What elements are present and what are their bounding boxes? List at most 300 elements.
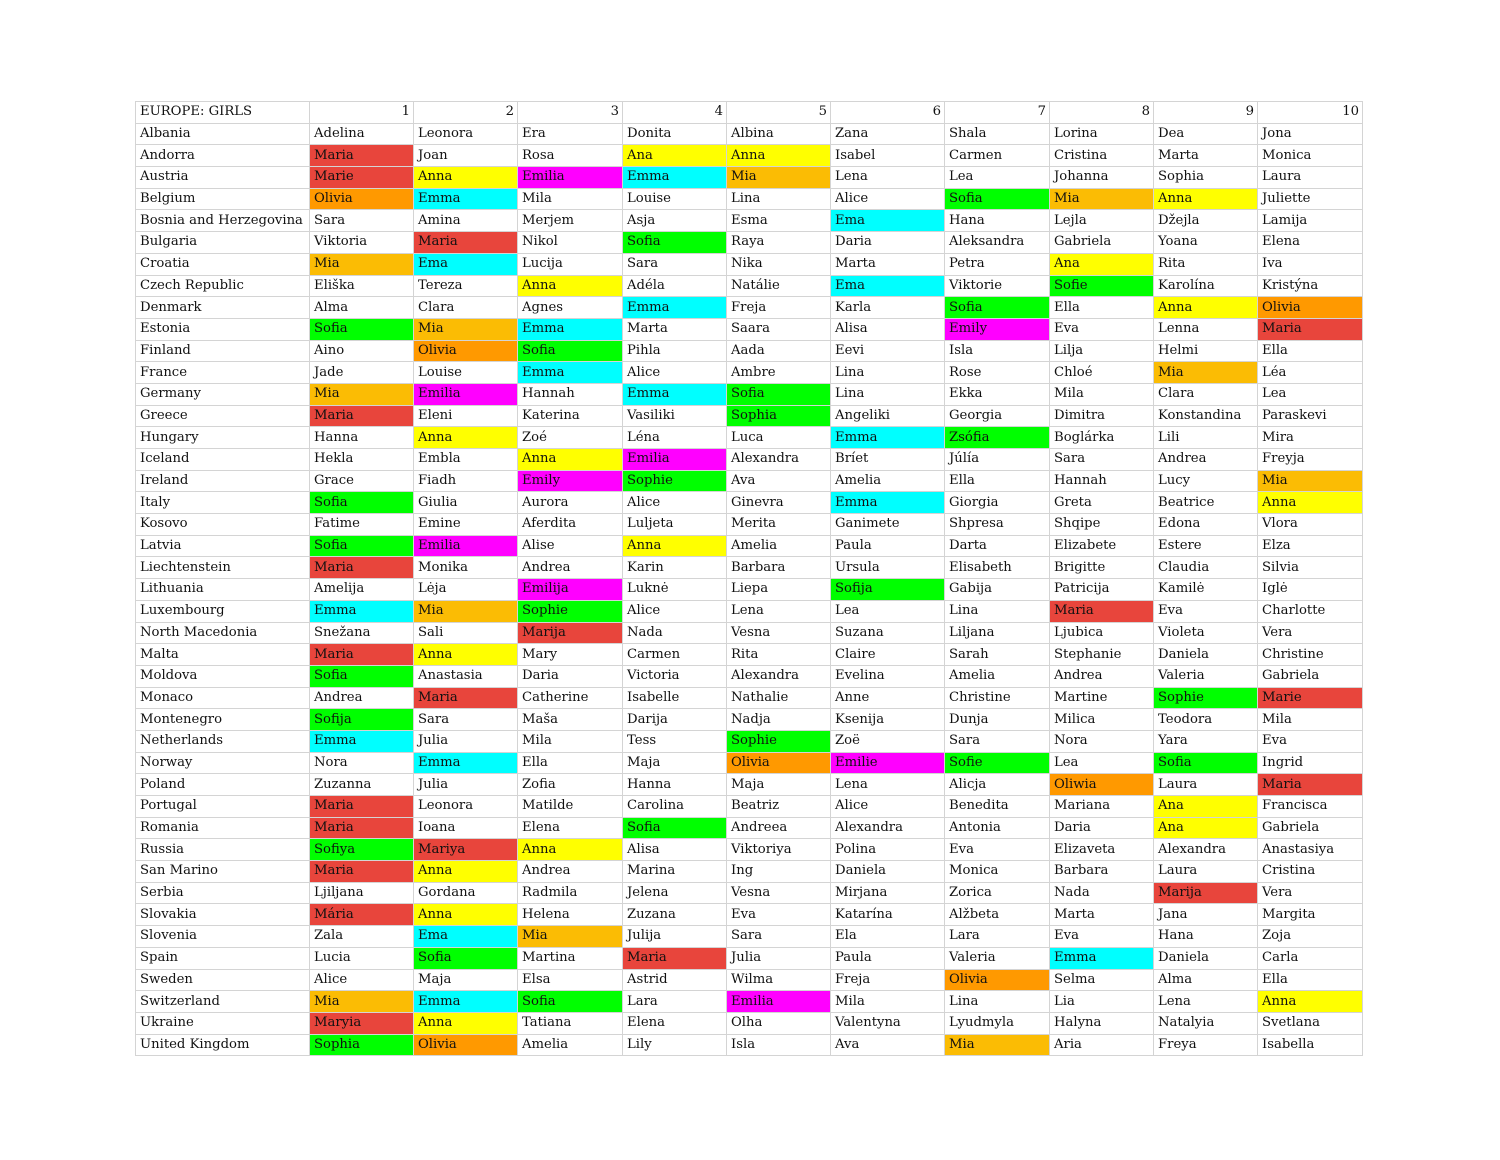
name-cell[interactable]: Monika bbox=[414, 557, 518, 579]
country-cell[interactable]: Montenegro bbox=[136, 709, 310, 731]
name-cell[interactable]: Maja bbox=[414, 969, 518, 991]
name-cell[interactable]: Dunja bbox=[945, 709, 1050, 731]
name-cell[interactable]: Barbara bbox=[727, 557, 831, 579]
name-cell[interactable]: Amelija bbox=[310, 579, 414, 601]
name-cell[interactable]: Dimitra bbox=[1050, 405, 1154, 427]
name-cell[interactable]: Zuzana bbox=[623, 904, 727, 926]
name-cell[interactable]: Mary bbox=[518, 644, 623, 666]
name-cell[interactable]: Anna bbox=[1258, 492, 1363, 514]
name-cell[interactable]: Helena bbox=[518, 904, 623, 926]
name-cell[interactable]: Lea bbox=[945, 167, 1050, 189]
name-cell[interactable]: Emma bbox=[414, 991, 518, 1013]
name-cell[interactable]: Jelena bbox=[623, 882, 727, 904]
name-cell[interactable]: Lejla bbox=[1050, 210, 1154, 232]
name-cell[interactable]: Darta bbox=[945, 535, 1050, 557]
name-cell[interactable]: Greta bbox=[1050, 492, 1154, 514]
name-cell[interactable]: Valeria bbox=[945, 947, 1050, 969]
name-cell[interactable]: Ljubica bbox=[1050, 622, 1154, 644]
name-cell[interactable]: Yara bbox=[1154, 730, 1258, 752]
name-cell[interactable]: Alice bbox=[831, 796, 945, 818]
name-cell[interactable]: Mila bbox=[831, 991, 945, 1013]
name-cell[interactable]: Viktoria bbox=[310, 232, 414, 254]
name-cell[interactable]: Katarína bbox=[831, 904, 945, 926]
name-cell[interactable]: Maria bbox=[310, 817, 414, 839]
name-cell[interactable]: Zsófia bbox=[945, 427, 1050, 449]
name-cell[interactable]: Aferdita bbox=[518, 514, 623, 536]
name-cell[interactable]: Konstandina bbox=[1154, 405, 1258, 427]
name-cell[interactable]: Hekla bbox=[310, 449, 414, 471]
country-cell[interactable]: Monaco bbox=[136, 687, 310, 709]
name-cell[interactable]: Mariana bbox=[1050, 796, 1154, 818]
name-cell[interactable]: Alexandra bbox=[727, 449, 831, 471]
name-cell[interactable]: Hannah bbox=[1050, 470, 1154, 492]
name-cell[interactable]: Louise bbox=[623, 188, 727, 210]
name-cell[interactable]: Oliwia bbox=[1050, 774, 1154, 796]
country-cell[interactable]: Poland bbox=[136, 774, 310, 796]
name-cell[interactable]: Monica bbox=[945, 861, 1050, 883]
name-cell[interactable]: Sophia bbox=[310, 1034, 414, 1056]
name-cell[interactable]: Hana bbox=[1154, 926, 1258, 948]
name-cell[interactable]: Maria bbox=[414, 687, 518, 709]
name-cell[interactable]: Sara bbox=[727, 926, 831, 948]
country-cell[interactable]: Albania bbox=[136, 123, 310, 145]
name-cell[interactable]: Iglė bbox=[1258, 579, 1363, 601]
name-cell[interactable]: Sofia bbox=[310, 318, 414, 340]
name-cell[interactable]: Lili bbox=[1154, 427, 1258, 449]
name-cell[interactable]: Darija bbox=[623, 709, 727, 731]
name-cell[interactable]: Sofie bbox=[945, 752, 1050, 774]
name-cell[interactable]: Zoë bbox=[831, 730, 945, 752]
name-cell[interactable]: Rita bbox=[727, 644, 831, 666]
name-cell[interactable]: Aleksandra bbox=[945, 232, 1050, 254]
name-cell[interactable]: Embla bbox=[414, 449, 518, 471]
name-cell[interactable]: Louise bbox=[414, 362, 518, 384]
rank-header[interactable]: 7 bbox=[945, 102, 1050, 124]
name-cell[interactable]: Nikol bbox=[518, 232, 623, 254]
name-cell[interactable]: Isla bbox=[727, 1034, 831, 1056]
name-cell[interactable]: Maria bbox=[310, 644, 414, 666]
name-cell[interactable]: Agnes bbox=[518, 297, 623, 319]
country-cell[interactable]: Estonia bbox=[136, 318, 310, 340]
name-cell[interactable]: Ana bbox=[623, 145, 727, 167]
name-cell[interactable]: Laura bbox=[1258, 167, 1363, 189]
rank-header[interactable]: 8 bbox=[1050, 102, 1154, 124]
name-cell[interactable]: Estere bbox=[1154, 535, 1258, 557]
name-cell[interactable]: Sofia bbox=[414, 947, 518, 969]
name-cell[interactable]: Lea bbox=[1050, 752, 1154, 774]
name-cell[interactable]: Maria bbox=[414, 232, 518, 254]
name-cell[interactable]: Maša bbox=[518, 709, 623, 731]
name-cell[interactable]: Ava bbox=[831, 1034, 945, 1056]
country-cell[interactable]: France bbox=[136, 362, 310, 384]
name-cell[interactable]: Laura bbox=[1154, 861, 1258, 883]
name-cell[interactable]: Wilma bbox=[727, 969, 831, 991]
name-cell[interactable]: Cristina bbox=[1258, 861, 1363, 883]
name-cell[interactable]: Mariya bbox=[414, 839, 518, 861]
rank-header[interactable]: 4 bbox=[623, 102, 727, 124]
name-cell[interactable]: Eva bbox=[1050, 318, 1154, 340]
name-cell[interactable]: Vera bbox=[1258, 882, 1363, 904]
name-cell[interactable]: Hannah bbox=[518, 383, 623, 405]
name-cell[interactable]: Emma bbox=[623, 297, 727, 319]
name-cell[interactable]: Ella bbox=[1258, 340, 1363, 362]
name-cell[interactable]: Mirjana bbox=[831, 882, 945, 904]
name-cell[interactable]: Alexandra bbox=[831, 817, 945, 839]
name-cell[interactable]: Ana bbox=[1154, 817, 1258, 839]
name-cell[interactable]: Eevi bbox=[831, 340, 945, 362]
name-cell[interactable]: Milica bbox=[1050, 709, 1154, 731]
name-cell[interactable]: Radmila bbox=[518, 882, 623, 904]
name-cell[interactable]: Sofia bbox=[310, 665, 414, 687]
name-cell[interactable]: Saara bbox=[727, 318, 831, 340]
name-cell[interactable]: Eliška bbox=[310, 275, 414, 297]
name-cell[interactable]: Elena bbox=[1258, 232, 1363, 254]
name-cell[interactable]: Francisca bbox=[1258, 796, 1363, 818]
name-cell[interactable]: Anna bbox=[414, 904, 518, 926]
name-cell[interactable]: Andrea bbox=[310, 687, 414, 709]
name-cell[interactable]: Emma bbox=[623, 167, 727, 189]
name-cell[interactable]: Olivia bbox=[414, 340, 518, 362]
name-cell[interactable]: Amelia bbox=[727, 535, 831, 557]
name-cell[interactable]: Emma bbox=[518, 362, 623, 384]
country-cell[interactable]: Czech Republic bbox=[136, 275, 310, 297]
name-cell[interactable]: Alexandra bbox=[727, 665, 831, 687]
name-cell[interactable]: Marie bbox=[310, 167, 414, 189]
name-cell[interactable]: Emma bbox=[414, 752, 518, 774]
name-cell[interactable]: Zuzanna bbox=[310, 774, 414, 796]
name-cell[interactable]: Maria bbox=[310, 557, 414, 579]
name-cell[interactable]: Sara bbox=[1050, 449, 1154, 471]
rank-header[interactable]: 9 bbox=[1154, 102, 1258, 124]
name-cell[interactable]: Sofia bbox=[518, 991, 623, 1013]
name-cell[interactable]: Elisabeth bbox=[945, 557, 1050, 579]
name-cell[interactable]: Martine bbox=[1050, 687, 1154, 709]
name-cell[interactable]: Ekka bbox=[945, 383, 1050, 405]
name-cell[interactable]: Laura bbox=[1154, 774, 1258, 796]
name-cell[interactable]: Nadja bbox=[727, 709, 831, 731]
name-cell[interactable]: Teodora bbox=[1154, 709, 1258, 731]
name-cell[interactable]: Violeta bbox=[1154, 622, 1258, 644]
name-cell[interactable]: Marija bbox=[518, 622, 623, 644]
name-cell[interactable]: Sara bbox=[310, 210, 414, 232]
name-cell[interactable]: Eva bbox=[727, 904, 831, 926]
name-cell[interactable]: Marta bbox=[623, 318, 727, 340]
name-cell[interactable]: Ella bbox=[518, 752, 623, 774]
name-cell[interactable]: Victoria bbox=[623, 665, 727, 687]
name-cell[interactable]: Anna bbox=[1154, 297, 1258, 319]
name-cell[interactable]: Astrid bbox=[623, 969, 727, 991]
name-cell[interactable]: Amelia bbox=[831, 470, 945, 492]
name-cell[interactable]: Shqipe bbox=[1050, 514, 1154, 536]
name-cell[interactable]: Lara bbox=[623, 991, 727, 1013]
name-cell[interactable]: Dea bbox=[1154, 123, 1258, 145]
country-cell[interactable]: Spain bbox=[136, 947, 310, 969]
name-cell[interactable]: Daria bbox=[831, 232, 945, 254]
name-cell[interactable]: Elena bbox=[623, 1012, 727, 1034]
name-cell[interactable]: Ioana bbox=[414, 817, 518, 839]
name-cell[interactable]: Hanna bbox=[623, 774, 727, 796]
name-cell[interactable]: Svetlana bbox=[1258, 1012, 1363, 1034]
name-cell[interactable]: Ksenija bbox=[831, 709, 945, 731]
name-cell[interactable]: Maria bbox=[623, 947, 727, 969]
name-cell[interactable]: Margita bbox=[1258, 904, 1363, 926]
country-cell[interactable]: Greece bbox=[136, 405, 310, 427]
country-cell[interactable]: Kosovo bbox=[136, 514, 310, 536]
name-cell[interactable]: Grace bbox=[310, 470, 414, 492]
country-cell[interactable]: Austria bbox=[136, 167, 310, 189]
name-cell[interactable]: Emma bbox=[831, 427, 945, 449]
name-cell[interactable]: Lamija bbox=[1258, 210, 1363, 232]
name-cell[interactable]: Karolína bbox=[1154, 275, 1258, 297]
name-cell[interactable]: Claire bbox=[831, 644, 945, 666]
name-cell[interactable]: Marta bbox=[1154, 145, 1258, 167]
name-cell[interactable]: Lia bbox=[1050, 991, 1154, 1013]
name-cell[interactable]: Ava bbox=[727, 470, 831, 492]
name-cell[interactable]: Anastasiya bbox=[1258, 839, 1363, 861]
name-cell[interactable]: Halyna bbox=[1050, 1012, 1154, 1034]
name-cell[interactable]: Freyja bbox=[1258, 449, 1363, 471]
name-cell[interactable]: Sophia bbox=[727, 405, 831, 427]
name-cell[interactable]: Vesna bbox=[727, 622, 831, 644]
name-cell[interactable]: Donita bbox=[623, 123, 727, 145]
name-cell[interactable]: Lyudmyla bbox=[945, 1012, 1050, 1034]
name-cell[interactable]: Alice bbox=[623, 362, 727, 384]
name-cell[interactable]: Aino bbox=[310, 340, 414, 362]
name-cell[interactable]: Olivia bbox=[1258, 297, 1363, 319]
name-cell[interactable]: Selma bbox=[1050, 969, 1154, 991]
name-cell[interactable]: Anna bbox=[518, 275, 623, 297]
name-cell[interactable]: Carolina bbox=[623, 796, 727, 818]
name-cell[interactable]: Sophie bbox=[518, 600, 623, 622]
name-cell[interactable]: Giulia bbox=[414, 492, 518, 514]
country-cell[interactable]: United Kingdom bbox=[136, 1034, 310, 1056]
name-cell[interactable]: Andrea bbox=[1154, 449, 1258, 471]
country-cell[interactable]: Romania bbox=[136, 817, 310, 839]
name-cell[interactable]: Mila bbox=[1258, 709, 1363, 731]
name-cell[interactable]: Mia bbox=[1154, 362, 1258, 384]
name-cell[interactable]: Paula bbox=[831, 947, 945, 969]
name-cell[interactable]: Era bbox=[518, 123, 623, 145]
country-cell[interactable]: Netherlands bbox=[136, 730, 310, 752]
name-cell[interactable]: Lea bbox=[1258, 383, 1363, 405]
name-cell[interactable]: Sara bbox=[623, 253, 727, 275]
name-cell[interactable]: Ella bbox=[1050, 297, 1154, 319]
name-cell[interactable]: Juliette bbox=[1258, 188, 1363, 210]
name-cell[interactable]: Maria bbox=[310, 861, 414, 883]
name-cell[interactable]: Isabelle bbox=[623, 687, 727, 709]
name-cell[interactable]: Lucija bbox=[518, 253, 623, 275]
name-cell[interactable]: Marie bbox=[1258, 687, 1363, 709]
name-cell[interactable]: Isla bbox=[945, 340, 1050, 362]
name-cell[interactable]: Leonora bbox=[414, 123, 518, 145]
name-cell[interactable]: Anne bbox=[831, 687, 945, 709]
name-cell[interactable]: Johanna bbox=[1050, 167, 1154, 189]
name-cell[interactable]: Ganimete bbox=[831, 514, 945, 536]
name-cell[interactable]: Anna bbox=[727, 145, 831, 167]
name-cell[interactable]: Mária bbox=[310, 904, 414, 926]
name-cell[interactable]: Jade bbox=[310, 362, 414, 384]
name-cell[interactable]: Ella bbox=[945, 470, 1050, 492]
name-cell[interactable]: Bríet bbox=[831, 449, 945, 471]
name-cell[interactable]: Lara bbox=[945, 926, 1050, 948]
name-cell[interactable]: Júlía bbox=[945, 449, 1050, 471]
name-cell[interactable]: Vesna bbox=[727, 882, 831, 904]
name-cell[interactable]: Alice bbox=[310, 969, 414, 991]
name-cell[interactable]: Clara bbox=[414, 297, 518, 319]
name-cell[interactable]: Jana bbox=[1154, 904, 1258, 926]
name-cell[interactable]: Sofija bbox=[310, 709, 414, 731]
name-cell[interactable]: Elizaveta bbox=[1050, 839, 1154, 861]
name-cell[interactable]: Lena bbox=[727, 600, 831, 622]
country-cell[interactable]: Iceland bbox=[136, 449, 310, 471]
name-cell[interactable]: Emilie bbox=[831, 752, 945, 774]
country-cell[interactable]: Luxembourg bbox=[136, 600, 310, 622]
name-cell[interactable]: Maria bbox=[310, 405, 414, 427]
name-cell[interactable]: Maria bbox=[1258, 318, 1363, 340]
name-cell[interactable]: Emilia bbox=[414, 535, 518, 557]
name-cell[interactable]: Luljeta bbox=[623, 514, 727, 536]
name-cell[interactable]: Vera bbox=[1258, 622, 1363, 644]
name-cell[interactable]: Daniela bbox=[1154, 947, 1258, 969]
name-cell[interactable]: Lena bbox=[831, 167, 945, 189]
name-cell[interactable]: Tess bbox=[623, 730, 727, 752]
country-cell[interactable]: Portugal bbox=[136, 796, 310, 818]
name-cell[interactable]: Anna bbox=[414, 167, 518, 189]
name-cell[interactable]: Elizabete bbox=[1050, 535, 1154, 557]
name-cell[interactable]: Nora bbox=[1050, 730, 1154, 752]
name-cell[interactable]: Snežana bbox=[310, 622, 414, 644]
name-cell[interactable]: Charlotte bbox=[1258, 600, 1363, 622]
country-cell[interactable]: Slovenia bbox=[136, 926, 310, 948]
name-cell[interactable]: Freja bbox=[727, 297, 831, 319]
name-cell[interactable]: Anna bbox=[518, 839, 623, 861]
name-cell[interactable]: Olivia bbox=[727, 752, 831, 774]
name-cell[interactable]: Stephanie bbox=[1050, 644, 1154, 666]
name-cell[interactable]: Hana bbox=[945, 210, 1050, 232]
name-cell[interactable]: Shala bbox=[945, 123, 1050, 145]
name-cell[interactable]: Sofija bbox=[831, 579, 945, 601]
country-cell[interactable]: Norway bbox=[136, 752, 310, 774]
name-cell[interactable]: Sofie bbox=[1050, 275, 1154, 297]
name-cell[interactable]: Mia bbox=[945, 1034, 1050, 1056]
country-cell[interactable]: Slovakia bbox=[136, 904, 310, 926]
name-cell[interactable]: Daniela bbox=[831, 861, 945, 883]
name-cell[interactable]: Zala bbox=[310, 926, 414, 948]
country-cell[interactable]: Bosnia and Herzegovina bbox=[136, 210, 310, 232]
name-cell[interactable]: Sofia bbox=[623, 232, 727, 254]
country-cell[interactable]: Latvia bbox=[136, 535, 310, 557]
name-cell[interactable]: Lea bbox=[831, 600, 945, 622]
name-cell[interactable]: Olivia bbox=[945, 969, 1050, 991]
name-cell[interactable]: Rosa bbox=[518, 145, 623, 167]
name-cell[interactable]: Andrea bbox=[518, 861, 623, 883]
name-cell[interactable]: Anna bbox=[1154, 188, 1258, 210]
rank-header[interactable]: 1 bbox=[310, 102, 414, 124]
name-cell[interactable]: Daria bbox=[1050, 817, 1154, 839]
name-cell[interactable]: Emma bbox=[310, 600, 414, 622]
name-cell[interactable]: Anna bbox=[414, 427, 518, 449]
name-cell[interactable]: Paraskevi bbox=[1258, 405, 1363, 427]
name-cell[interactable]: Shpresa bbox=[945, 514, 1050, 536]
name-cell[interactable]: Maria bbox=[1258, 774, 1363, 796]
name-cell[interactable]: Alžbeta bbox=[945, 904, 1050, 926]
name-cell[interactable]: Eleni bbox=[414, 405, 518, 427]
name-cell[interactable]: Mia bbox=[414, 318, 518, 340]
name-cell[interactable]: Marta bbox=[831, 253, 945, 275]
name-cell[interactable]: Boglárka bbox=[1050, 427, 1154, 449]
name-cell[interactable]: Tatiana bbox=[518, 1012, 623, 1034]
name-cell[interactable]: Mira bbox=[1258, 427, 1363, 449]
name-cell[interactable]: Sara bbox=[945, 730, 1050, 752]
name-cell[interactable]: Petra bbox=[945, 253, 1050, 275]
name-cell[interactable]: Eva bbox=[1154, 600, 1258, 622]
name-cell[interactable]: Luknė bbox=[623, 579, 727, 601]
country-cell[interactable]: Bulgaria bbox=[136, 232, 310, 254]
name-cell[interactable]: Alisa bbox=[623, 839, 727, 861]
name-cell[interactable]: Freja bbox=[831, 969, 945, 991]
name-cell[interactable]: Léna bbox=[623, 427, 727, 449]
name-cell[interactable]: Julia bbox=[727, 947, 831, 969]
name-cell[interactable]: Anna bbox=[414, 1012, 518, 1034]
name-cell[interactable]: Emine bbox=[414, 514, 518, 536]
name-cell[interactable]: Katerina bbox=[518, 405, 623, 427]
name-cell[interactable]: Adelina bbox=[310, 123, 414, 145]
name-cell[interactable]: Rita bbox=[1154, 253, 1258, 275]
name-cell[interactable]: Alma bbox=[1154, 969, 1258, 991]
name-cell[interactable]: Alisa bbox=[831, 318, 945, 340]
name-cell[interactable]: Nada bbox=[1050, 882, 1154, 904]
name-cell[interactable]: Maria bbox=[310, 145, 414, 167]
name-cell[interactable]: Mia bbox=[1050, 188, 1154, 210]
name-cell[interactable]: Ema bbox=[414, 926, 518, 948]
name-cell[interactable]: Rose bbox=[945, 362, 1050, 384]
name-cell[interactable]: Carmen bbox=[945, 145, 1050, 167]
name-cell[interactable]: Barbara bbox=[1050, 861, 1154, 883]
name-cell[interactable]: Emilia bbox=[623, 449, 727, 471]
name-cell[interactable]: Vasiliki bbox=[623, 405, 727, 427]
name-cell[interactable]: Hanna bbox=[310, 427, 414, 449]
country-cell[interactable]: Germany bbox=[136, 383, 310, 405]
name-cell[interactable]: Sofia bbox=[945, 297, 1050, 319]
name-cell[interactable]: Emilia bbox=[518, 167, 623, 189]
name-cell[interactable]: Carla bbox=[1258, 947, 1363, 969]
name-cell[interactable]: Ela bbox=[831, 926, 945, 948]
name-cell[interactable]: Jona bbox=[1258, 123, 1363, 145]
name-cell[interactable]: Sofia bbox=[623, 817, 727, 839]
name-cell[interactable]: Emilija bbox=[518, 579, 623, 601]
name-cell[interactable]: Viktoriya bbox=[727, 839, 831, 861]
rank-header[interactable]: 2 bbox=[414, 102, 518, 124]
name-cell[interactable]: Lena bbox=[1154, 991, 1258, 1013]
name-cell[interactable]: Tereza bbox=[414, 275, 518, 297]
name-cell[interactable]: Emilia bbox=[414, 383, 518, 405]
name-cell[interactable]: Benedita bbox=[945, 796, 1050, 818]
name-cell[interactable]: Eva bbox=[1258, 730, 1363, 752]
name-cell[interactable]: Nada bbox=[623, 622, 727, 644]
name-cell[interactable]: Sophie bbox=[623, 470, 727, 492]
name-cell[interactable]: Ursula bbox=[831, 557, 945, 579]
name-cell[interactable]: Emma bbox=[831, 492, 945, 514]
name-cell[interactable]: Iva bbox=[1258, 253, 1363, 275]
name-cell[interactable]: Maria bbox=[1050, 600, 1154, 622]
name-cell[interactable]: Raya bbox=[727, 232, 831, 254]
name-cell[interactable]: Lina bbox=[945, 600, 1050, 622]
name-cell[interactable]: Elsa bbox=[518, 969, 623, 991]
name-cell[interactable]: Matilde bbox=[518, 796, 623, 818]
country-cell[interactable]: Ireland bbox=[136, 470, 310, 492]
name-cell[interactable]: Marina bbox=[623, 861, 727, 883]
name-cell[interactable]: Anna bbox=[623, 535, 727, 557]
